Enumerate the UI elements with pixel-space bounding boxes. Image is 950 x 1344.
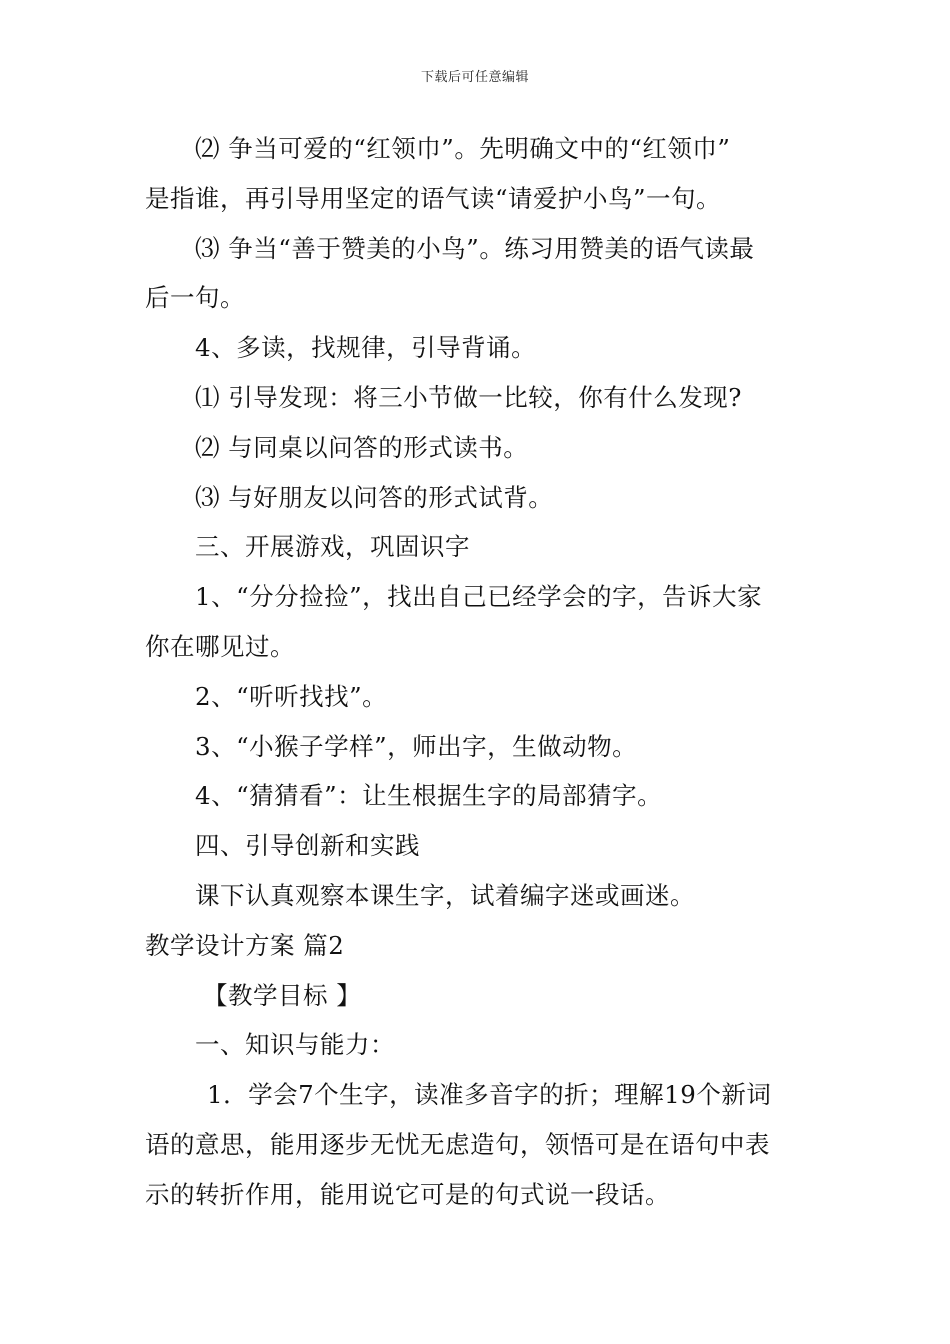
page-header: 下载后可任意编辑 bbox=[420, 70, 529, 85]
paragraph-line: 语的意思，能用逐步无忧无虑造句，领悟可是在语句中表 bbox=[145, 1129, 770, 1159]
paragraph-line: 2、“听听找找”。 bbox=[195, 681, 388, 711]
paragraph-line: 3、“小猴子学样”，师出字，生做动物。 bbox=[195, 731, 638, 761]
paragraph-line: ⑶ 争当“善于赞美的小鸟”。练习用赞美的语气读最 bbox=[195, 233, 755, 263]
paragraph-line: 你在哪见过。 bbox=[145, 631, 295, 661]
paragraph-line: 后一句。 bbox=[145, 283, 245, 313]
paragraph-line: ⑴ 引导发现：将三小节做一比较，你有什么发现? bbox=[195, 382, 742, 412]
paragraph-line: 课下认真观察本课生字，试着编字迷或画迷。 bbox=[195, 880, 695, 910]
paragraph-line: 示的转折作用，能用说它可是的句式说一段话。 bbox=[145, 1179, 670, 1209]
paragraph-line: 是指谁，再引导用坚定的语气读“请爱护小鸟”一句。 bbox=[145, 183, 722, 213]
document-body bbox=[145, 124, 811, 1220]
section-heading: 三、开展游戏，巩固识字 bbox=[195, 532, 470, 562]
paragraph-line: ⑵ 与同桌以问答的形式读书。 bbox=[195, 432, 529, 462]
section-heading: 一、知识与能力： bbox=[195, 1030, 395, 1060]
paragraph-line: ⑵ 争当可爱的“红领巾”。先明确文中的“红领巾” bbox=[195, 134, 731, 163]
paragraph-line: 1、“分分捡捡”，找出自己已经学会的字，告诉大家 bbox=[195, 582, 763, 612]
chapter-title: 教学设计方案 篇2 bbox=[145, 930, 345, 960]
section-heading: 【教学目标 】 bbox=[203, 980, 362, 1010]
paragraph-line: 4、多读，找规律，引导背诵。 bbox=[195, 333, 537, 363]
paragraph-line: 1．学会7个生字，读准多音字的折；理解19个新词 bbox=[207, 1080, 772, 1110]
section-heading: 四、引导创新和实践 bbox=[195, 831, 420, 861]
paragraph-line: ⑶ 与好朋友以问答的形式试背。 bbox=[195, 482, 554, 512]
paragraph-line: 4、“猜猜看”：让生根据生字的局部猜字。 bbox=[195, 781, 663, 811]
